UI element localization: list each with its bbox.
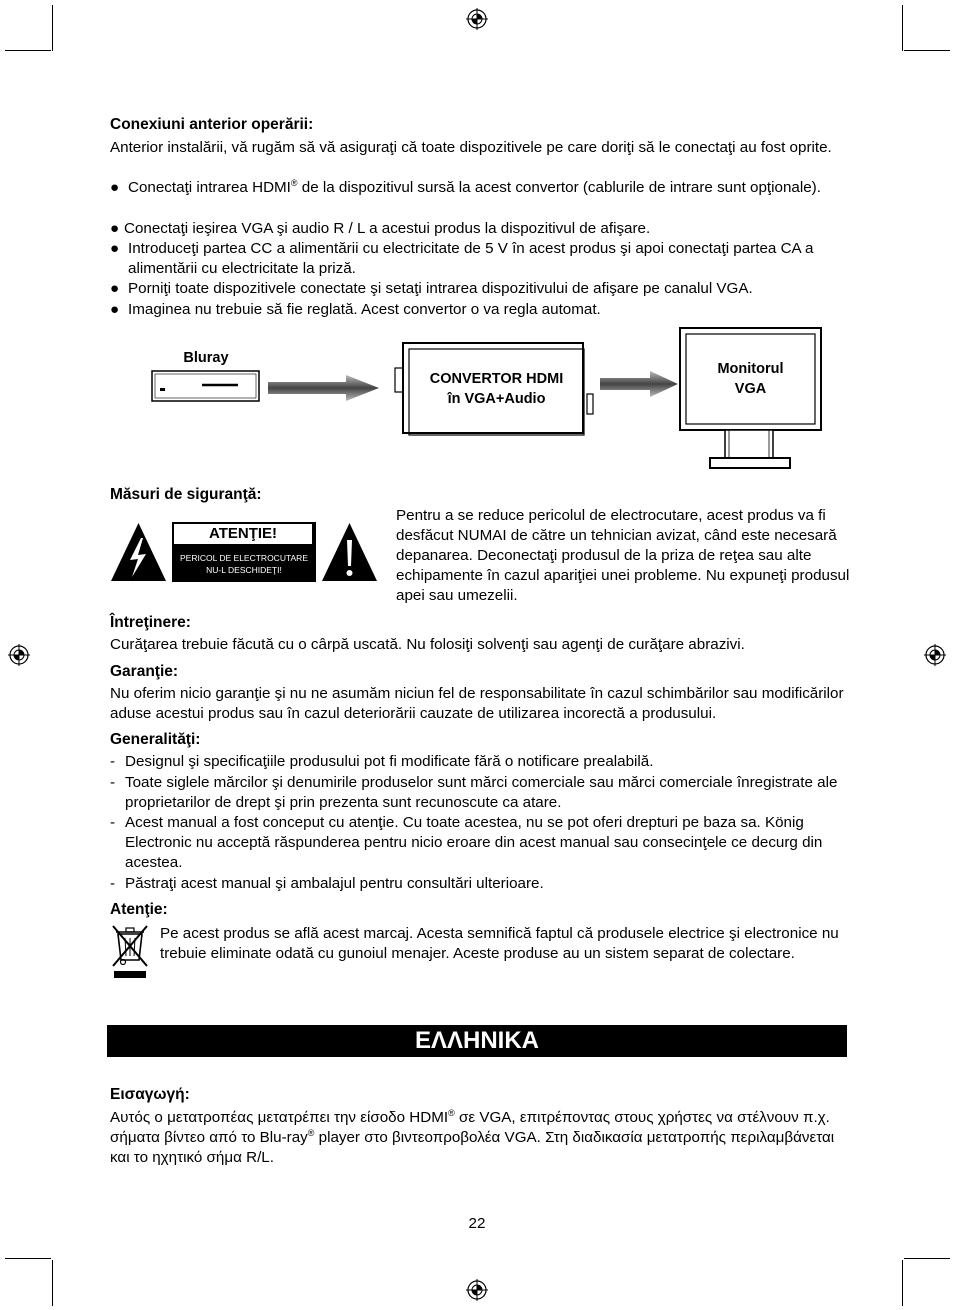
section-heading-maintenance: Întreţinere: bbox=[110, 614, 191, 631]
warning-label bbox=[172, 522, 316, 582]
safety-text: Pentru a se reduce pericolul de electrocutare, acest produs va fi desfăcut NUMAI de către un tehnician avizat, când este necesară depanarea. Deconectaţi produsul de la priza de reţea sau alte echipamente în cazul apariţiei unei probleme. Nu expuneţi produsul apei sau umezelii. bbox=[396, 507, 850, 604]
crop-mark bbox=[904, 50, 950, 51]
attention-text: Pe acest produs se află acest marcaj. Acesta semnifică faptul că produsele electrice şi electronice nu trebuie eliminate odată cu gunoiul menajer. Aceste produse au un sistem separat de colectare. bbox=[160, 925, 839, 962]
warning-line-1: PERICOL DE ELECTROCUTARE bbox=[180, 553, 308, 563]
list-item: ● Conectaţi ieşirea VGA şi audio R / L a acestui produs la dispozitivul de afişare. bbox=[110, 220, 651, 237]
diagram-converter-label: CONVERTOR HDMI în VGA+Audio bbox=[429, 371, 564, 407]
list-item: - Păstraţi acest manual şi ambalajul pentru consultări ulterioare. bbox=[110, 875, 544, 892]
language-banner-title: ΕΛΛΗΝΙΚΑ bbox=[414, 1027, 540, 1054]
bluray-player-icon bbox=[152, 371, 259, 401]
language-banner bbox=[107, 1025, 847, 1057]
section-heading-safety: Măsuri de siguranţă: bbox=[110, 486, 262, 503]
page-number: 22 bbox=[468, 1215, 486, 1232]
section-heading-attention: Atenţie: bbox=[110, 901, 168, 918]
lightning-warning-icon bbox=[110, 522, 167, 582]
bullet-mark: ● bbox=[110, 280, 120, 297]
maintenance-text: Curăţarea trebuie făcută cu o cârpă uscată. Nu folosiţi solvenţi sau agenţi de curăţare abrazivi. bbox=[110, 636, 745, 653]
list-item: ● Conectaţi intrarea HDMI® de la dispozitivul sursă la acest convertor (cablurile de intrare sunt opţionale). bbox=[110, 177, 821, 196]
introduction-text: Αυτός ο μετατροπέας μετατρέπει την είσοδο HDMI® σε VGA, επιτρέποντας στους χρήστες να στέλνουν π.χ. σήματα βίντεο από το Blu-ray® player στο βιντεοπροβολέα VGA. Στη διαδικασία μετατροπής περιλαμβάνεται και το ηχητικό σήμα R/L. bbox=[110, 1107, 835, 1166]
dash-mark: - bbox=[110, 875, 116, 892]
warranty-text: Nu oferim nicio garanţie şi nu ne asumăm niciun fel de responsabilitate în cazul schimbărilor sau modificărilor aduse acestui produs sau în cazul deteriorării cauzate de utilizarea incorectă a produsului. bbox=[110, 685, 844, 722]
dash-mark: - bbox=[110, 774, 116, 791]
diagram-source-label: Bluray bbox=[183, 350, 229, 366]
crop-mark bbox=[52, 5, 53, 51]
exclamation-warning-icon bbox=[321, 522, 378, 582]
list-item: ● Introduceţi partea CC a alimentării cu electricitate de 5 V în acest produs şi apoi conectaţi partea CA a alimentării cu electricitate la priză. bbox=[110, 240, 814, 277]
list-item: ● Porniţi toate dispozitivele conectate şi setaţi intrarea dispozitivului de afişare pe canalul VGA. bbox=[110, 280, 753, 297]
section-heading-connections: Conexiuni anterior operării: bbox=[110, 116, 314, 133]
registration-mark-icon bbox=[8, 644, 30, 666]
list-item: - Designul şi specificaţiile produsului pot fi modificate fără o notificare prealabilă. bbox=[110, 753, 654, 770]
arrow-right-icon bbox=[600, 371, 678, 397]
bullet-mark: ● bbox=[110, 240, 120, 257]
dash-mark: - bbox=[110, 814, 116, 831]
warning-line-2: NU-L DESCHIDEŢI! bbox=[206, 565, 282, 575]
arrow-right-icon bbox=[268, 375, 379, 401]
registration-mark-icon bbox=[924, 644, 946, 666]
bullet-mark: ● bbox=[110, 220, 120, 237]
crossed-bin-icon bbox=[110, 924, 150, 980]
crop-mark bbox=[902, 1260, 903, 1306]
list-item: - Acest manual a fost conceput cu atenţie. Cu toate acestea, nu se pot oferi drepturi pe baza sa. König Electronic nu acceptă răspunderea pentru nicio eroare din acest manual sau consecinţele ce decurg din acestea. bbox=[110, 814, 823, 871]
list-item: ● Imaginea nu trebuie să fie reglată. Acest convertor o va regla automat. bbox=[110, 301, 601, 318]
section-heading-general: Generalităţi: bbox=[110, 731, 201, 748]
bullet-mark: ● bbox=[110, 179, 120, 196]
crop-mark bbox=[902, 5, 903, 51]
bullet-mark: ● bbox=[110, 301, 120, 318]
crop-mark bbox=[904, 1258, 950, 1259]
registration-mark-icon bbox=[466, 8, 488, 30]
section-heading-introduction: Εισαγωγή: bbox=[110, 1086, 190, 1103]
crop-mark bbox=[52, 1260, 53, 1306]
diagram-monitor-label: Monitorul VGA bbox=[717, 361, 784, 397]
crop-mark bbox=[5, 1258, 51, 1259]
connection-diagram bbox=[150, 325, 830, 475]
list-item: - Toate siglele mărcilor şi denumirile produselor sunt mărci comerciale sau mărci comerciale înregistrate ale proprietarilor de drept şi prin prezenta sunt recunoscute ca atare. bbox=[110, 774, 838, 811]
registration-mark-icon bbox=[466, 1279, 488, 1301]
dash-mark: - bbox=[110, 753, 116, 770]
section-heading-warranty: Garanţie: bbox=[110, 663, 179, 680]
warning-title: ATENŢIE! bbox=[174, 524, 312, 544]
connections-intro: Anterior instalării, vă rugăm să vă asiguraţi că toate dispozitivele pe care doriţi să le conectaţi au fost oprite. bbox=[110, 139, 832, 156]
crop-mark bbox=[5, 50, 51, 51]
